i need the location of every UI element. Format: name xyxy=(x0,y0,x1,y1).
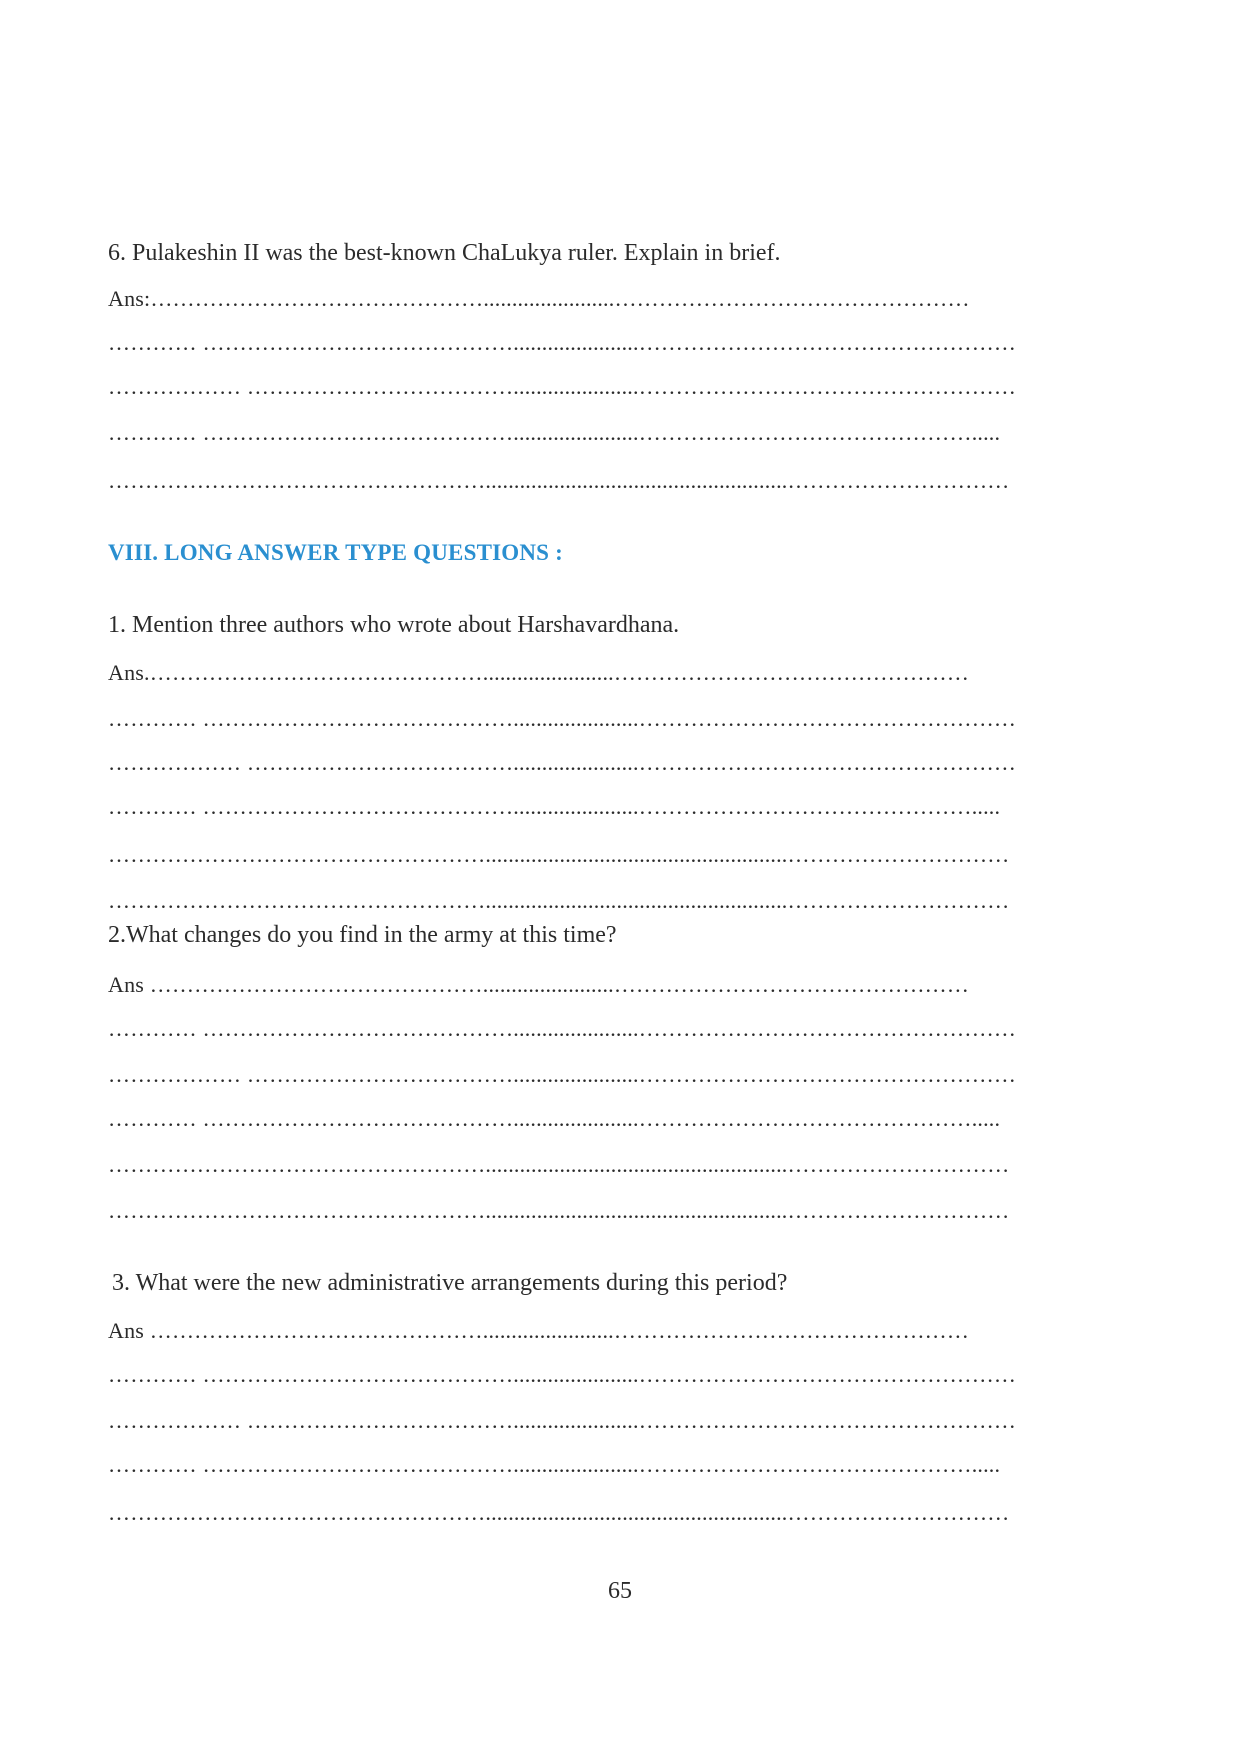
answer-line: …………………………………………….....................................................………………………… xyxy=(108,888,1010,913)
answer-line: ………… ……………………………………......................………………………………………..... xyxy=(108,1452,1001,1477)
question-3: 3. What were the new administrative arrangements during this period? xyxy=(112,1270,788,1296)
answer-line: ……………… ………………………………......................…………………………………………… xyxy=(108,750,1017,775)
answer-line: ………… ……………………………………......................…………………………………………… xyxy=(108,1016,1017,1041)
question-1: 1. Mention three authors who wrote about Harshavardhana. xyxy=(108,612,680,638)
question-6: 6. Pulakeshin II was the best-known ChaLukya ruler. Explain in brief. xyxy=(108,240,781,266)
answer-line: Ans:……………………………………….......................………………………………………… xyxy=(108,286,970,311)
answer-line: …………………………………………….....................................................………………………… xyxy=(108,1500,1010,1525)
answer-line: ………… ……………………………………......................………………………………………..... xyxy=(108,1106,1001,1131)
answer-line: ……………… ………………………………......................…………………………………………… xyxy=(108,1408,1017,1433)
answer-line: …………………………………………….....................................................………………………… xyxy=(108,842,1010,867)
answer-line: ………… ……………………………………......................…………………………………………… xyxy=(108,706,1017,731)
answer-line: ……………… ………………………………......................…………………………………………… xyxy=(108,1062,1017,1087)
answer-line: ………… ……………………………………......................…………………………………………… xyxy=(108,330,1017,355)
question-2: 2.What changes do you find in the army at this time? xyxy=(108,922,617,948)
answer-line: ………… ……………………………………......................………………………………………..... xyxy=(108,420,1001,445)
answer-line: ……………… ………………………………......................…………………………………………… xyxy=(108,374,1017,399)
answer-line: …………………………………………….....................................................………………………… xyxy=(108,1152,1010,1177)
answer-line: ………… ……………………………………......................………………………………………..... xyxy=(108,794,1001,819)
answer-line: …………………………………………….....................................................………………………… xyxy=(108,468,1010,493)
page-number: 65 xyxy=(608,1578,632,1604)
answer-line: ………… ……………………………………......................…………………………………………… xyxy=(108,1362,1017,1387)
answer-line: …………………………………………….....................................................………………………… xyxy=(108,1198,1010,1223)
section-heading: VIII. LONG ANSWER TYPE QUESTIONS : xyxy=(108,540,563,565)
answer-line: Ans.……………………………………….......................………………………………………… xyxy=(108,660,970,685)
answer-line: Ans ……………………………………….......................………………………………………… xyxy=(108,1318,970,1343)
answer-line: Ans ……………………………………….......................………………………………………… xyxy=(108,972,970,997)
